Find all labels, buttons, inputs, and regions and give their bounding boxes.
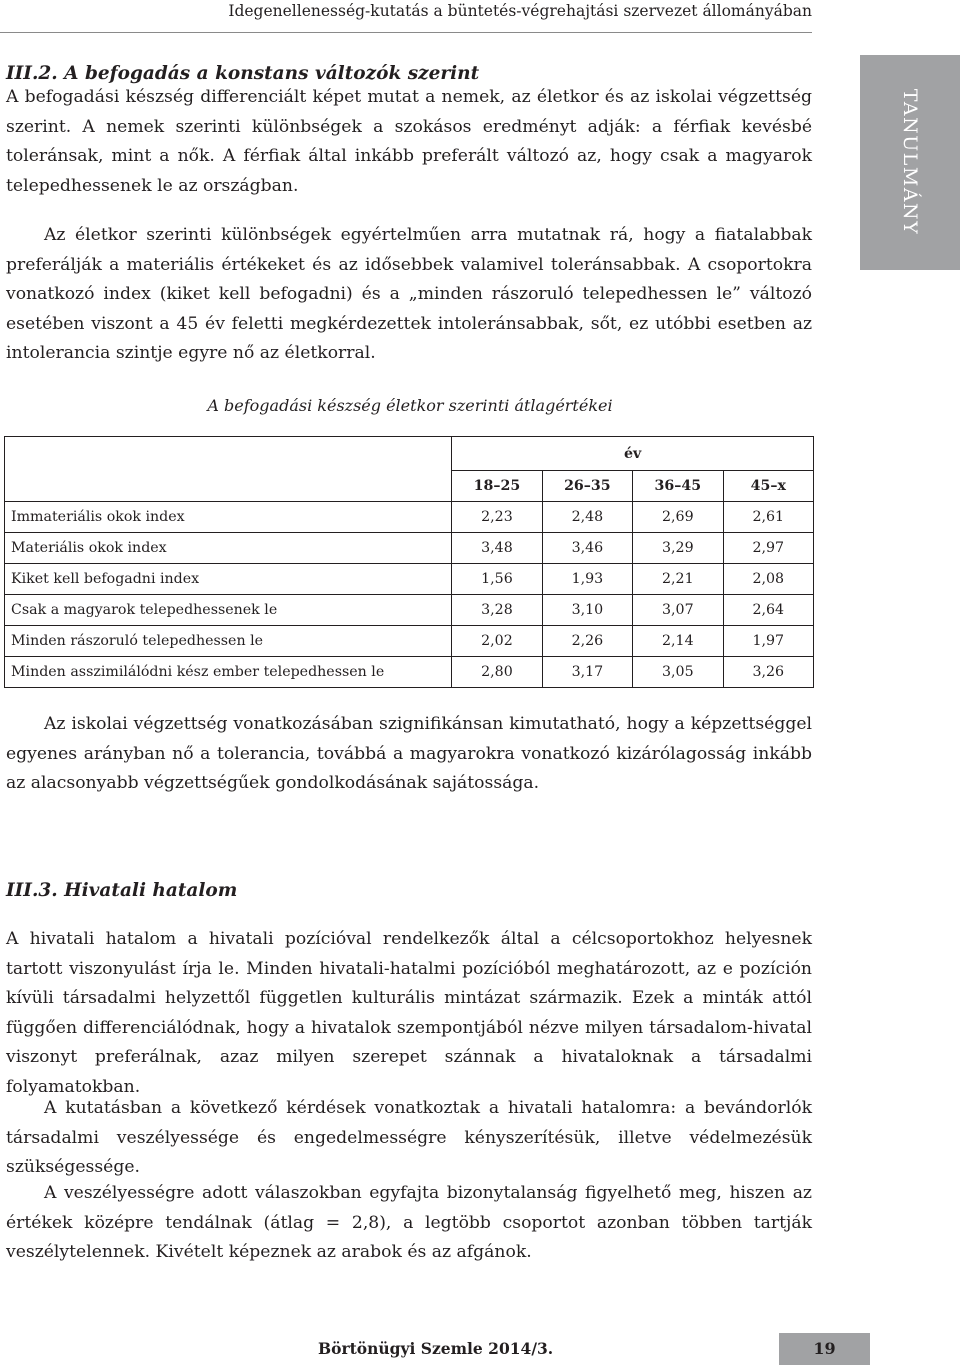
page-footer [0, 1333, 960, 1365]
table-row [5, 533, 814, 564]
row-label: Minden asszimilálódni kész ember telepedhessen le [5, 657, 452, 688]
table-row [5, 502, 814, 533]
paragraph-hivatali-2 [6, 1094, 812, 1183]
cell-value: 1,93 [542, 564, 632, 595]
section-heading-hivatali-hatalom: III.3. Hivatali hatalom [6, 880, 238, 901]
table-corner-cell [5, 437, 452, 502]
table-group-header: év [452, 437, 814, 471]
cell-value: 2,61 [723, 502, 813, 533]
paragraph-befogadas-2 [6, 221, 812, 369]
column-header-26-35: 26–35 [542, 471, 632, 502]
cell-value: 3,07 [633, 595, 723, 626]
cell-value: 3,28 [452, 595, 542, 626]
cell-value: 3,10 [542, 595, 632, 626]
column-header-45-x: 45–x [723, 471, 813, 502]
paragraph-iskolai-vegzettseg-text: Az iskolai végzettség vonatkozásában szignifikánsan kimutatható, hogy a képzettséggel egyenes arányban nő a tolerancia, továbbá a magyarokra vonatkozó kizárólagosság inkább az alacsonyabb végzettségűek gondolkodásának sajátossága. [6, 714, 812, 793]
cell-value: 3,29 [633, 533, 723, 564]
cell-value: 2,48 [542, 502, 632, 533]
cell-value: 2,26 [542, 626, 632, 657]
page-number: 19 [779, 1333, 870, 1365]
cell-value: 2,08 [723, 564, 813, 595]
footer-journal-title: Börtönügyi Szemle 2014/3. [318, 1339, 554, 1358]
side-tab-label: TANULMÁNY [899, 88, 921, 236]
cell-value: 2,02 [452, 626, 542, 657]
column-header-18-25: 18–25 [452, 471, 542, 502]
column-header-36-45: 36–45 [633, 471, 723, 502]
section-heading-befogadas: III.2. A befogadás a konstans változók szerint [6, 63, 480, 84]
table-row [5, 595, 814, 626]
table-row [5, 657, 814, 688]
table-caption: A befogadási készség életkor szerinti átlagértékei [207, 396, 613, 415]
paragraph-hivatali-1: A hivatali hatalom a hivatali pozícióval rendelkezők által a célcsoportokhoz helyesnek tartott viszonyulást írja le. Minden hivatali-hatalmi pozícióból meghatározott, az e pozíción kívüli társadalmi helyzettől független kulturális mintázat származik. Ezek a minták attól függően differenciálódnak, hogy a hivatalok szempontjából nézve milyen társadalom-hivatal viszonyt preferálnak, azaz milyen szerepet szánnak a hivataloknak a társadalmi folyamatokban. [6, 929, 812, 1097]
row-label: Immateriális okok index [5, 502, 452, 533]
table-row [5, 626, 814, 657]
running-header-title: Idegenellenesség-kutatás a büntetés-végrehajtási szervezet állományában [228, 2, 812, 20]
cell-value: 3,26 [723, 657, 813, 688]
cell-value: 2,80 [452, 657, 542, 688]
cell-value: 2,23 [452, 502, 542, 533]
cell-value: 1,97 [723, 626, 813, 657]
cell-value: 2,14 [633, 626, 723, 657]
cell-value: 3,46 [542, 533, 632, 564]
table-row [5, 564, 814, 595]
row-label: Materiális okok index [5, 533, 452, 564]
cell-value: 2,64 [723, 595, 813, 626]
row-label: Minden rászoruló telepedhessen le [5, 626, 452, 657]
paragraph-befogadas-1: A befogadási készség differenciált képet mutat a nemek, az életkor és az iskolai végzettség szerint. A nemek szerinti különbségek a szokásos eredményt adják: a férfiak kevésbé toleránsak, mint a nők. A férfiak által inkább preferált változó az, hogy csak a magyarok telepedhessenek le az országban. [6, 87, 812, 196]
row-label: Kiket kell befogadni index [5, 564, 452, 595]
paragraph-hivatali-2-text: A kutatásban a következő kérdések vonatkoztak a hivatali hatalomra: a bevándorlók társadalmi veszélyessége és engedelmességre kényszerítésük, illetve védelmezésük szükségessége. [6, 1098, 812, 1177]
row-label: Csak a magyarok telepedhessenek le [5, 595, 452, 626]
table-group-header-row [5, 437, 814, 471]
section-side-tab [860, 55, 960, 270]
paragraph-hivatali-3 [6, 1179, 812, 1268]
cell-value: 3,17 [542, 657, 632, 688]
running-header [0, 0, 812, 33]
cell-value: 2,97 [723, 533, 813, 564]
paragraph-iskolai-vegzettseg [6, 710, 812, 799]
cell-value: 3,48 [452, 533, 542, 564]
age-averages-table [4, 436, 814, 688]
cell-value: 1,56 [452, 564, 542, 595]
cell-value: 3,05 [633, 657, 723, 688]
paragraph-hivatali-3-text: A veszélyességre adott válaszokban egyfajta bizonytalanság figyelhető meg, hiszen az értékek középre tendálnak (átlag = 2,8), a legtöbb csoportot azonban többen tartják veszélytelennek. Kivételt képeznek az arabok és az afgánok. [6, 1183, 812, 1262]
cell-value: 2,21 [633, 564, 723, 595]
paragraph-befogadas-2-text: Az életkor szerinti különbségek egyértelműen arra mutatnak rá, hogy a fiatalabbak preferálják a materiális értékeket és az idősebbek valamivel toleránsabbak. A csoportokra vonatkozó index (kiket kell befogadni) és a „minden rászoruló telepedhessen le” változó esetében viszont a 45 év feletti megkérdezettek intoleránsabbak, sőt, ez utóbbi esetben az intolerancia szintje egyre nő az életkorral. [6, 225, 812, 363]
cell-value: 2,69 [633, 502, 723, 533]
